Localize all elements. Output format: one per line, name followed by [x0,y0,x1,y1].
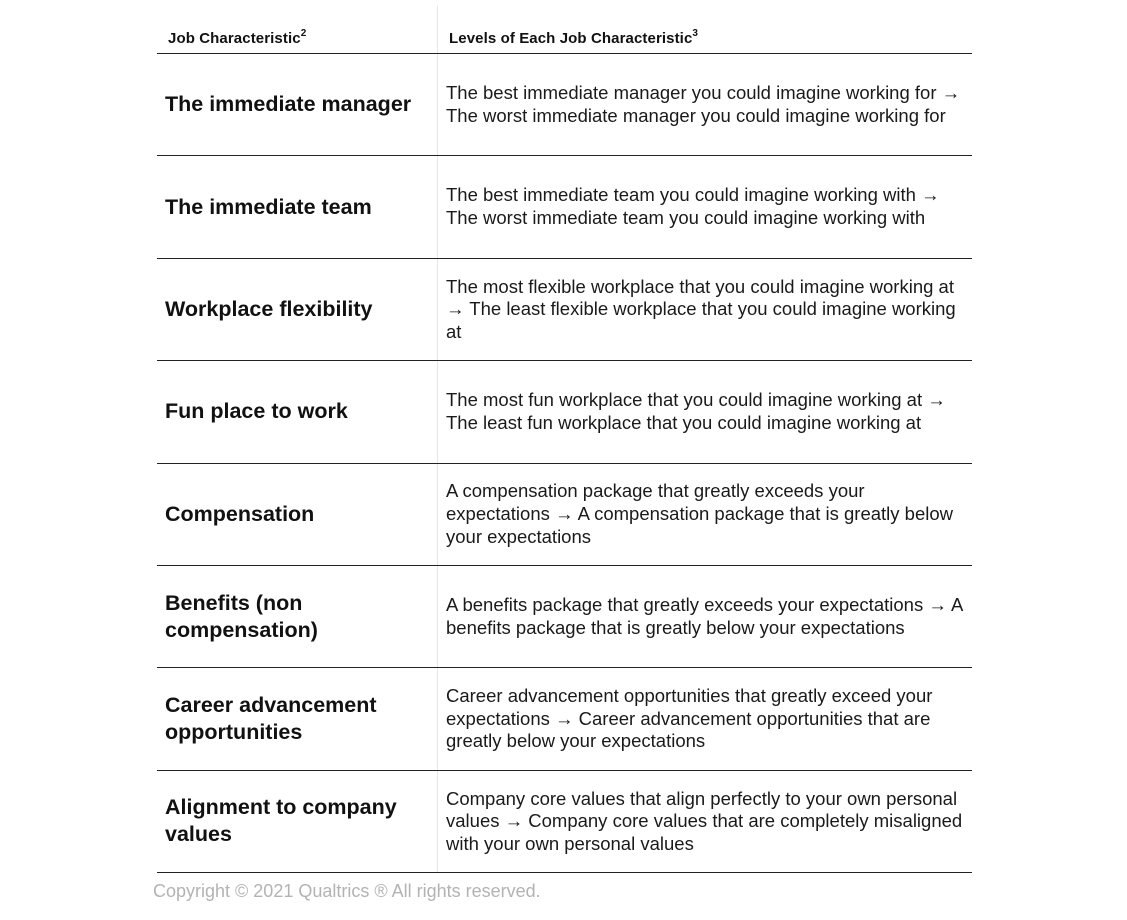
characteristic-cell: Workplace flexibility [165,296,373,321]
characteristic-cell: Career advancement opportunities [165,693,377,745]
levels-cell: A benefits package that greatly exceeds your expectations → A benefits package that is greatly below your expectations [446,594,963,638]
header-job-characteristic [168,29,306,47]
header-levels-label: Levels of Each Job Characteristic [449,30,693,47]
levels-cell: The best immediate team you could imagine working with → The worst immediate team you could imagine working with [446,184,940,229]
table-row [157,668,972,770]
footnote-ref-2: 2 [300,28,307,39]
characteristic-cell: Fun place to work [165,399,348,424]
table-row [157,566,972,668]
characteristic-cell: The immediate team [165,194,372,219]
levels-cell: The most flexible workplace that you could imagine working at → The least flexible workplace that you could imagine working at [446,275,956,342]
copyright-notice: Copyright © 2021 Qualtrics ® All rights reserved. [153,881,541,901]
levels-cell: A compensation package that greatly exceeds your expectations → A compensation package that is greatly below your expectations [446,480,953,547]
header-job-characteristic-label: Job Characteristic [168,30,301,47]
characteristic-cell: Compensation [165,501,315,526]
table-row [157,259,972,361]
levels-cell: The best immediate manager you could imagine working for → The worst immediate manager you could imagine working for [446,82,961,126]
header-levels [449,29,698,47]
characteristic-cell: Alignment to company values [165,795,397,847]
levels-cell: The most fun workplace that you could imagine working at → The least fun workplace that you could imagine working at [446,389,946,433]
table-row [157,156,972,258]
table-row [157,54,972,156]
table-row [157,771,972,873]
table-header [157,6,972,54]
table-row [157,361,972,463]
footnote-ref-3: 3 [692,28,699,39]
job-characteristics-table [157,6,972,873]
table-row [157,464,972,566]
characteristic-cell: The immediate manager [165,92,412,117]
levels-cell: Career advancement opportunities that greatly exceed your expectations → Career advancement opportunities that are greatly below your expectations [446,685,933,752]
characteristic-cell: Benefits (non compensation) [165,590,318,642]
levels-cell: Company core values that align perfectly to your own personal values → Company core values that are completely misaligned with your own personal values [446,787,963,854]
